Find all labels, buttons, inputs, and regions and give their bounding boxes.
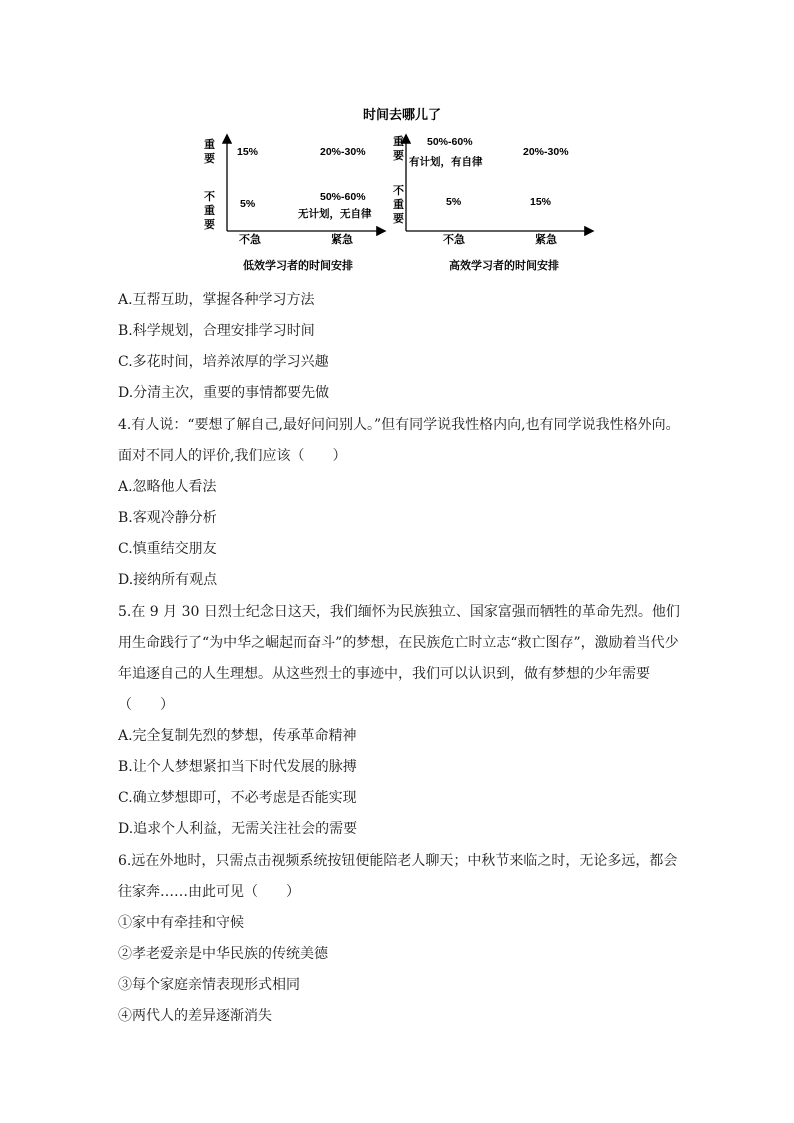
q3-option-a: A.互帮互助，掌握各种学习方法: [118, 292, 315, 308]
q3-option-b: B.科学规划，合理安排学习时间: [118, 323, 315, 339]
left-cell-bottom-right-note: 无计划，无自律: [298, 208, 372, 220]
right-y-bottom-label: 不重要: [393, 185, 404, 225]
q3-option-c: C.多花时间，培养浓厚的学习兴趣: [118, 354, 329, 370]
figure-title: 时间去哪儿了: [362, 107, 442, 122]
q4-option-b: B.客观冷静分析: [118, 510, 217, 526]
q4-option-a: A.忽略他人看法: [118, 479, 217, 495]
left-cell-bottom-left: 5%: [240, 198, 256, 210]
q5-option-a: A.完全复制先烈的梦想，传承革命精神: [118, 728, 357, 744]
time-allocation-figure: [190, 100, 610, 280]
q5-stem-line2: 用生命践行了“为中华之崛起而奋斗”的梦想，在民族危亡时立志“救亡图存”，激励着当代少: [118, 635, 679, 651]
left-chart-caption: 低效学习者的时间安排: [243, 260, 353, 272]
q6-item-4: ④两代人的差异逐渐消失: [118, 1008, 272, 1024]
right-cell-top-right: 20%-30%: [523, 146, 569, 158]
q6-item-2: ②孝老爱亲是中华民族的传统美德: [118, 946, 328, 962]
right-chart-caption: 高效学习者的时间安排: [449, 260, 559, 272]
right-x-right-label: 紧急: [535, 234, 557, 246]
q3-option-d: D.分清主次，重要的事情都要先做: [118, 385, 330, 401]
right-y-top-label: 重要: [393, 136, 404, 162]
q4-stem-line1: 4.有人说：“要想了解自己,最好问问别人。”但有同学说我性格内向,也有同学说我性格外向。: [118, 417, 680, 433]
q5-stem-line1: 5.在 9 月 30 日烈士纪念日这天，我们缅怀为民族独立、国家富强而牺牲的革命先烈。他们: [118, 604, 680, 620]
q5-option-c: C.确立梦想即可，不必考虑是否能实现: [118, 790, 357, 806]
q6-item-3: ③每个家庭亲情表现形式相同: [118, 977, 300, 993]
left-x-left-label: 不急: [239, 234, 261, 246]
left-y-top-label: 重要: [204, 139, 215, 165]
left-cell-top-right: 20%-30%: [320, 146, 366, 158]
left-cell-bottom-right: 50%-60%: [320, 191, 366, 203]
right-cell-bottom-left: 5%: [446, 196, 462, 208]
q4-option-c: C.慎重结交朋友: [118, 541, 217, 557]
left-y-bottom-label: 不重要: [204, 191, 215, 231]
q5-option-b: B.让个人梦想紧扣当下时代发展的脉搏: [118, 759, 357, 775]
q4-option-d: D.接纳所有观点: [118, 572, 218, 588]
figure-svg: [190, 100, 610, 280]
q6-stem-line1: 6.远在外地时，只需点击视频系统按钮便能陪老人聊天；中秋节来临之时，无论多远，都会: [118, 853, 678, 869]
right-cell-bottom-right: 15%: [530, 196, 552, 208]
right-cell-top-left-note: 有计划，有自律: [409, 156, 483, 168]
q5-stem-line4: （ ）: [118, 697, 174, 713]
q6-item-1: ①家中有牵挂和守候: [118, 915, 244, 931]
q6-stem-line2: 往家奔……由此可见（ ）: [118, 884, 300, 900]
right-cell-top-left: 50%-60%: [427, 136, 473, 148]
right-x-left-label: 不急: [443, 234, 465, 246]
q4-stem-line2: 面对不同人的评价,我们应该（ ）: [118, 448, 347, 464]
left-cell-top-left: 15%: [237, 146, 259, 158]
left-x-right-label: 紧急: [331, 234, 353, 246]
q5-stem-line3: 年追逐自己的人生理想。从这些烈士的事迹中，我们可以认识到，做有梦想的少年需要: [118, 666, 650, 682]
q5-option-d: D.追求个人利益，无需关注社会的需要: [118, 821, 358, 837]
